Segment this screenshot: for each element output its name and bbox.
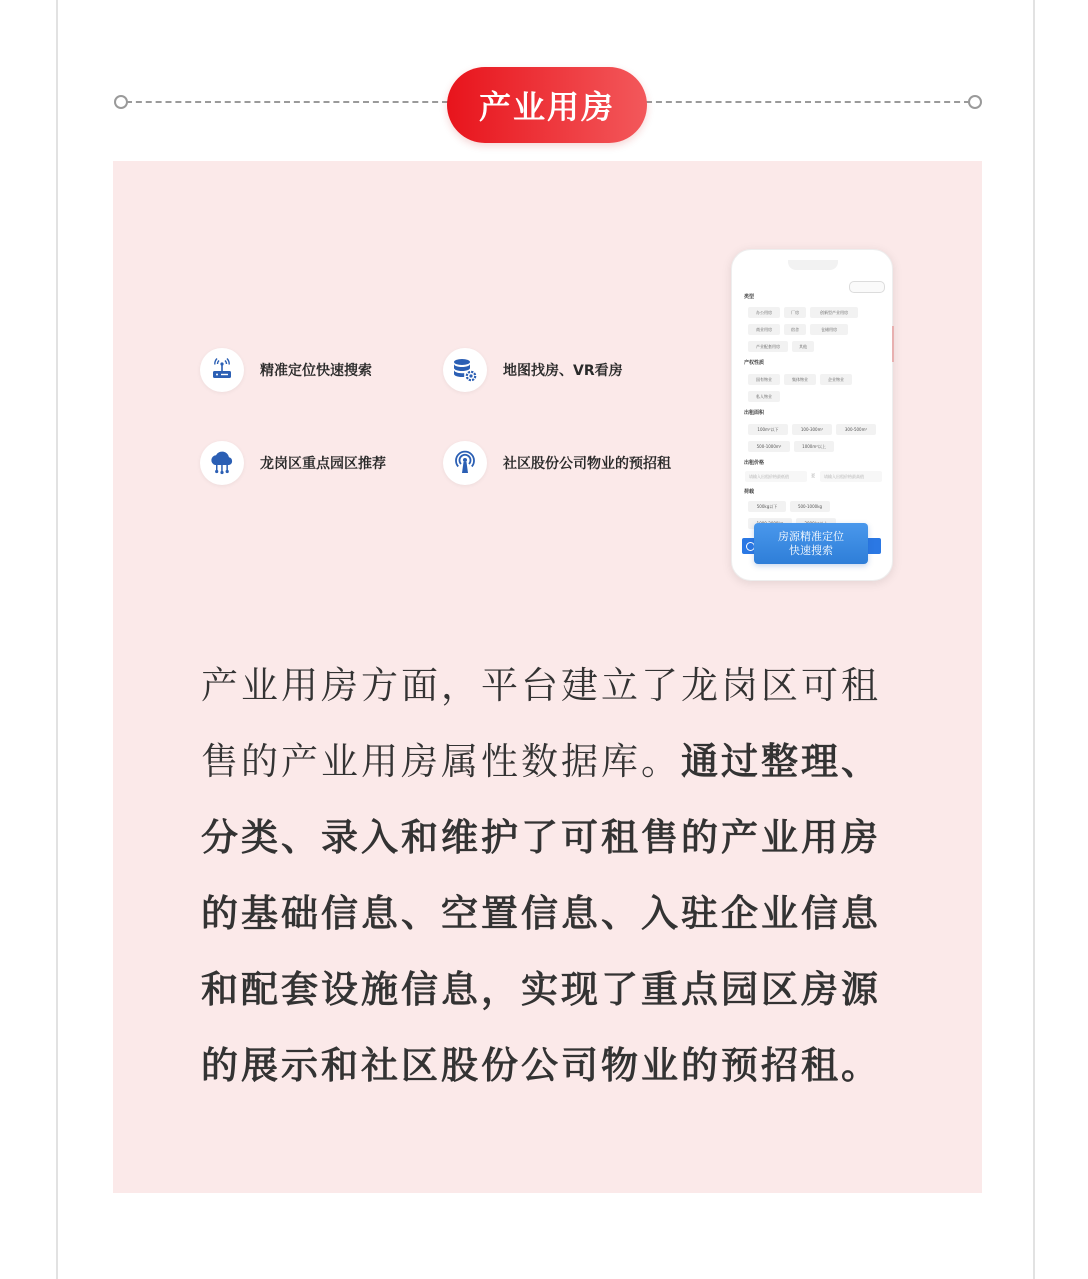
filter-heading-nature: 产权性质 — [744, 360, 765, 366]
filter-chip[interactable]: 500-1000kg — [790, 501, 830, 512]
filter-chip[interactable]: 宿舍 — [784, 324, 806, 335]
feature-item-map-vr — [443, 348, 623, 392]
filter-heading-area: 出租面积 — [744, 410, 765, 416]
database-gear-icon — [443, 348, 487, 392]
feature-label: 龙岗区重点园区推荐 — [260, 456, 386, 472]
feature-item-pre-lease — [443, 441, 671, 485]
filter-chip[interactable]: 国有物业 — [748, 374, 780, 385]
filter-chip[interactable]: 500-1000m² — [748, 441, 790, 452]
filter-chip[interactable]: 企业物业 — [820, 374, 852, 385]
price-max-input[interactable]: 请输入出租价格最高值 — [820, 471, 882, 482]
price-min-input[interactable]: 请输入出租价格最低值 — [745, 471, 807, 482]
phone-side-accent — [892, 326, 894, 362]
feature-item-park-recommend — [200, 441, 386, 485]
filter-chip[interactable]: 300-500m² — [836, 424, 876, 435]
router-icon — [200, 348, 244, 392]
section-title: 产业用房 — [447, 67, 647, 143]
feature-item-precise-search — [200, 348, 372, 392]
callout-line-1: 房源精准定位 — [778, 529, 844, 543]
description-paragraph — [201, 648, 901, 1104]
filter-chip[interactable]: 100-300m² — [792, 424, 832, 435]
dashed-divider-left — [126, 101, 448, 103]
antenna-icon — [443, 441, 487, 485]
cloud-network-icon — [200, 441, 244, 485]
filter-chip[interactable]: 其他 — [792, 341, 814, 352]
filter-chip[interactable]: 创新型产业用房 — [810, 307, 858, 318]
filter-chip[interactable]: 私人物业 — [748, 391, 780, 402]
filter-chip[interactable]: 办公用房 — [748, 307, 780, 318]
filter-chip[interactable]: 500kg以下 — [748, 501, 786, 512]
frame-left-border — [56, 0, 58, 1279]
filter-chip[interactable]: 1000m²以上 — [794, 441, 834, 452]
feature-label: 社区股份公司物业的预招租 — [503, 456, 671, 472]
filter-chip[interactable]: 100m²以下 — [748, 424, 788, 435]
callout-line-2: 快速搜索 — [789, 543, 833, 557]
filter-chip[interactable]: 集体物业 — [784, 374, 816, 385]
filter-heading-price: 出租价格 — [744, 460, 765, 466]
filter-chip[interactable]: 仓储用房 — [810, 324, 848, 335]
filter-heading-type: 类型 — [744, 294, 755, 300]
dashed-divider-right — [646, 101, 970, 103]
filter-chip[interactable]: 产业配套用房 — [748, 341, 788, 352]
divider-end-dot-right — [968, 95, 982, 109]
feature-label: 地图找房、VR看房 — [503, 363, 623, 379]
filter-chip[interactable]: 厂房 — [784, 307, 806, 318]
filter-heading-load: 荷载 — [744, 489, 755, 495]
miniapp-capsule — [849, 281, 885, 293]
precise-search-callout[interactable] — [754, 523, 868, 564]
price-range-separator: 至 — [811, 473, 815, 478]
feature-label: 精准定位快速搜索 — [260, 363, 372, 379]
description-normal-text: 产业用房方面，平台建立了龙岗区可租售的产业用房属性数据库。 — [201, 664, 881, 783]
phone-notch — [788, 260, 838, 270]
description-bold-text: 通过整理、分类、录入和维护了可租售的产业用房的基础信息、空置信息、入驻企业信息和配套设施信息，实现了重点园区房源的展示和社区股份公司物业的预招租。 — [201, 740, 881, 1087]
frame-right-border — [1033, 0, 1035, 1279]
filter-chip[interactable]: 商业用房 — [748, 324, 780, 335]
